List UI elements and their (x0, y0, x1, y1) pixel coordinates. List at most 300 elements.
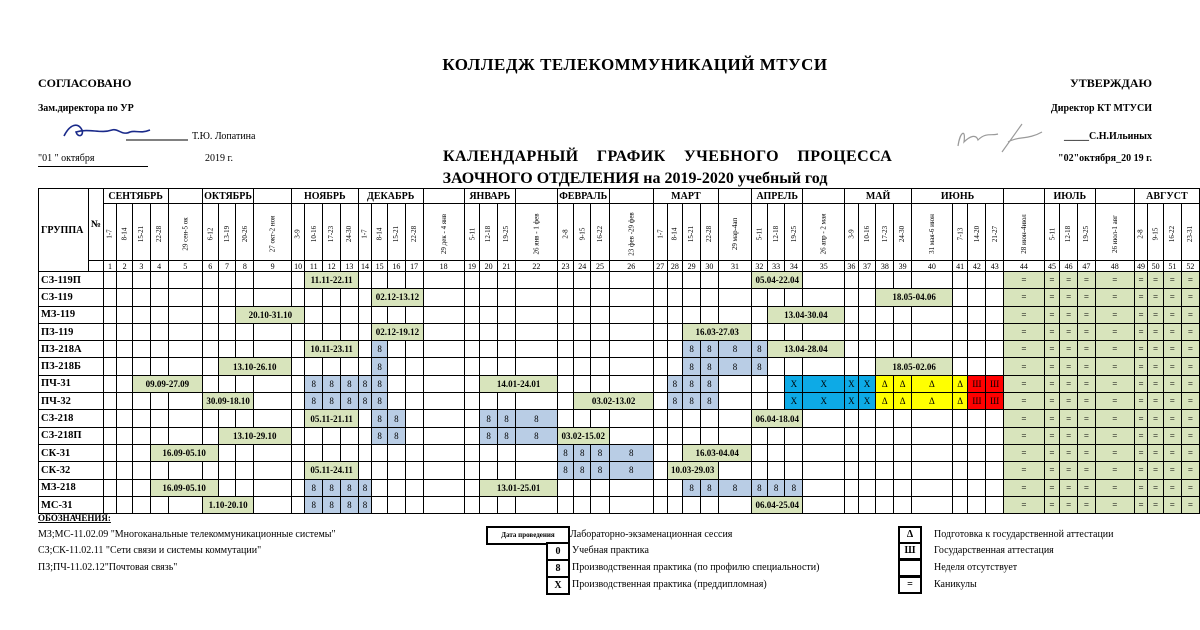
empty-cell (103, 496, 117, 513)
empty-cell (912, 427, 953, 444)
empty-cell (609, 323, 653, 340)
group-name: ПЗ-218Б (39, 358, 104, 375)
empty-cell (372, 444, 388, 461)
empty-cell (132, 427, 150, 444)
vacation-cell: = (1134, 306, 1148, 323)
session-cell: 14.01-24.01 (480, 375, 558, 392)
week-number: 21 (498, 261, 516, 272)
schedule-table (38, 188, 1200, 514)
week-date: 10-16 (863, 225, 872, 243)
week-number: 22 (515, 261, 557, 272)
empty-cell (952, 427, 968, 444)
vacation-cell: = (1095, 410, 1134, 427)
empty-cell (701, 272, 719, 289)
week-date: 9-15 (1151, 227, 1160, 241)
vacation-cell: = (1163, 323, 1181, 340)
week-date: 16-22 (595, 225, 604, 243)
empty-cell (236, 462, 254, 479)
legend-session-box: Дата проведения (486, 526, 570, 545)
vacation-cell: = (1060, 393, 1078, 410)
week-date: 5-11 (755, 227, 764, 241)
vacation-cell: = (1044, 341, 1060, 358)
week-date: 15-21 (687, 225, 696, 243)
empty-cell (767, 358, 785, 375)
group-row (39, 289, 1200, 306)
week-date: 29 мар-4ап (731, 217, 739, 251)
director-signature-icon (952, 118, 1072, 158)
empty-cell (557, 289, 573, 306)
schedule-cell: 8 (372, 393, 388, 410)
empty-cell (236, 289, 254, 306)
week-date: 15-21 (392, 225, 401, 243)
empty-cell (952, 289, 968, 306)
legend-study-label: Учебная практика (572, 545, 649, 556)
empty-cell (150, 306, 168, 323)
vacation-cell: = (1004, 358, 1045, 375)
vacation-cell: = (1060, 341, 1078, 358)
month-header (515, 189, 557, 204)
schedule-cell: Δ (952, 393, 968, 410)
empty-cell (387, 272, 405, 289)
vacation-cell: = (1044, 375, 1060, 392)
empty-cell (752, 462, 768, 479)
empty-cell (202, 306, 218, 323)
empty-cell (667, 496, 683, 513)
empty-cell (845, 272, 859, 289)
empty-cell (718, 289, 751, 306)
vacation-cell: = (1004, 496, 1045, 513)
week-date-cell (423, 204, 464, 261)
vacation-cell: = (1163, 496, 1181, 513)
empty-cell (718, 496, 751, 513)
week-date-cell (498, 204, 516, 261)
vacation-cell: = (1095, 427, 1134, 444)
empty-cell (254, 462, 292, 479)
empty-cell (405, 444, 423, 461)
schedule-cell: 8 (340, 393, 358, 410)
empty-cell (845, 479, 859, 496)
empty-cell (515, 496, 557, 513)
empty-cell (132, 496, 150, 513)
week-number: 7 (218, 261, 236, 272)
empty-cell (912, 462, 953, 479)
schedule-cell: 8 (358, 375, 372, 392)
empty-cell (574, 272, 591, 289)
empty-cell (464, 496, 480, 513)
vacation-cell: = (1134, 479, 1148, 496)
empty-cell (323, 358, 341, 375)
empty-cell (591, 479, 609, 496)
empty-cell (609, 341, 653, 358)
legend-specialty-3: ПЗ;ПЧ-11.02.12"Почтовая связь" (38, 562, 178, 573)
legend-predd-box: X (546, 576, 570, 595)
empty-cell (718, 410, 751, 427)
number-header-blank (88, 261, 103, 272)
vacation-cell: = (1078, 479, 1096, 496)
empty-cell (372, 496, 388, 513)
empty-cell (218, 479, 236, 496)
empty-cell (117, 427, 133, 444)
empty-cell (464, 410, 480, 427)
schedule-cell: 8 (305, 496, 323, 513)
week-date-cell (845, 204, 859, 261)
empty-cell (132, 479, 150, 496)
vacation-cell: = (1078, 462, 1096, 479)
empty-cell (803, 479, 845, 496)
week-date: 24-30 (345, 225, 354, 243)
legend-predd-label: Производственная практика (преддипломная) (572, 579, 767, 590)
empty-cell (952, 272, 968, 289)
empty-cell (218, 462, 236, 479)
vacation-cell: = (1181, 410, 1199, 427)
vacation-cell: = (1078, 427, 1096, 444)
group-row (39, 393, 1200, 410)
empty-cell (150, 496, 168, 513)
session-cell: 10.03-29.03 (667, 462, 718, 479)
empty-cell (464, 427, 480, 444)
week-date-cell (202, 204, 218, 261)
empty-cell (117, 341, 133, 358)
month-header: ДЕКАБРЬ (358, 189, 423, 204)
empty-cell (168, 289, 202, 306)
empty-cell (405, 272, 423, 289)
empty-cell (858, 496, 876, 513)
schedule-cell: X (858, 375, 876, 392)
month-header: АПРЕЛЬ (752, 189, 803, 204)
empty-cell (952, 462, 968, 479)
month-header (1004, 189, 1045, 204)
week-date: 19-25 (1082, 225, 1091, 243)
schedule-cell: 8 (372, 341, 388, 358)
week-number: 13 (340, 261, 358, 272)
week-date: 12-18 (772, 225, 781, 243)
schedule-cell: 8 (701, 479, 719, 496)
schedule-cell: X (858, 393, 876, 410)
empty-cell (968, 358, 986, 375)
empty-cell (654, 323, 668, 340)
empty-cell (952, 444, 968, 461)
empty-cell (912, 479, 953, 496)
director-position: Директор КТ МТУСИ (1050, 103, 1152, 114)
empty-cell (117, 444, 133, 461)
week-number: 37 (858, 261, 876, 272)
vacation-cell: = (1095, 341, 1134, 358)
week-date-cell (1148, 204, 1164, 261)
empty-cell (952, 496, 968, 513)
empty-cell (405, 462, 423, 479)
month-header: СЕНТЯБРЬ (103, 189, 168, 204)
week-number: 24 (574, 261, 591, 272)
vacation-cell: = (1095, 479, 1134, 496)
week-number: 44 (1004, 261, 1045, 272)
empty-cell (498, 358, 516, 375)
week-number: 6 (202, 261, 218, 272)
empty-cell (683, 306, 701, 323)
week-number: 43 (986, 261, 1004, 272)
empty-cell (323, 427, 341, 444)
empty-cell (358, 306, 372, 323)
empty-cell (117, 375, 133, 392)
empty-cell (557, 272, 573, 289)
vacation-cell: = (1095, 393, 1134, 410)
vacation-cell: = (1148, 410, 1164, 427)
empty-cell (767, 427, 785, 444)
week-number: 30 (701, 261, 719, 272)
vacation-cell: = (1163, 358, 1181, 375)
schedule-cell: 8 (701, 341, 719, 358)
empty-cell (103, 410, 117, 427)
week-number: 52 (1181, 261, 1199, 272)
empty-cell (701, 410, 719, 427)
schedule-cell: Δ (912, 375, 953, 392)
empty-cell (654, 496, 668, 513)
week-date-cell (1134, 204, 1148, 261)
empty-cell (968, 410, 986, 427)
empty-cell (103, 479, 117, 496)
schedule-cell: 8 (683, 393, 701, 410)
empty-cell (305, 427, 323, 444)
empty-cell (557, 341, 573, 358)
session-cell: 05.11-24.11 (305, 462, 358, 479)
empty-cell (557, 410, 573, 427)
week-date-cell (387, 204, 405, 261)
empty-cell (968, 462, 986, 479)
empty-cell (876, 272, 894, 289)
schedule-cell: 8 (785, 479, 803, 496)
vacation-cell: = (1181, 272, 1199, 289)
empty-cell (464, 444, 480, 461)
empty-cell (423, 410, 464, 427)
schedule-cell: 8 (323, 479, 341, 496)
week-date: 6-12 (206, 227, 215, 241)
empty-cell (767, 393, 785, 410)
schedule-cell: 8 (372, 410, 388, 427)
week-date: 17-23 (327, 225, 336, 243)
empty-cell (591, 323, 609, 340)
schedule-cell: 8 (767, 479, 785, 496)
empty-cell (117, 393, 133, 410)
empty-cell (718, 393, 751, 410)
week-numbers-row (39, 261, 1200, 272)
week-number: 17 (405, 261, 423, 272)
empty-cell (845, 427, 859, 444)
week-number: 31 (718, 261, 751, 272)
empty-cell (986, 427, 1004, 444)
month-header: ИЮНЬ (912, 189, 1004, 204)
week-date-cell (480, 204, 498, 261)
empty-cell (218, 289, 236, 306)
empty-cell (574, 358, 591, 375)
week-date: 22-28 (155, 225, 164, 243)
session-cell: 1.10-20.10 (202, 496, 254, 513)
week-date-cell (986, 204, 1004, 261)
vacation-cell: = (1163, 427, 1181, 444)
week-number: 2 (117, 261, 133, 272)
empty-cell (236, 272, 254, 289)
vacation-cell: = (1148, 393, 1164, 410)
empty-cell (701, 496, 719, 513)
empty-cell (952, 358, 968, 375)
empty-cell (387, 444, 405, 461)
empty-cell (609, 410, 653, 427)
group-row (39, 444, 1200, 461)
vacation-cell: = (1148, 272, 1164, 289)
empty-cell (667, 306, 683, 323)
vacation-cell: = (1181, 306, 1199, 323)
empty-cell (968, 323, 986, 340)
session-cell: 06.04-25.04 (752, 496, 803, 513)
vacation-cell: = (1134, 323, 1148, 340)
empty-cell (876, 462, 894, 479)
empty-cell (912, 323, 953, 340)
empty-cell (168, 410, 202, 427)
week-date: 8-14 (120, 227, 129, 241)
empty-cell (667, 444, 683, 461)
deputy-signature-icon (60, 118, 190, 146)
empty-cell (609, 358, 653, 375)
vacation-cell: = (1004, 427, 1045, 444)
empty-cell (718, 272, 751, 289)
schedule-cell: 8 (340, 479, 358, 496)
legend-session-label: Лабораторно-экзаменационная сессия (570, 529, 733, 540)
empty-cell (752, 375, 768, 392)
month-header (168, 189, 202, 204)
empty-cell (323, 444, 341, 461)
week-date: 19-25 (789, 225, 798, 243)
empty-cell (894, 427, 912, 444)
month-header: АВГУСТ (1134, 189, 1199, 204)
empty-cell (202, 341, 218, 358)
empty-cell (202, 410, 218, 427)
empty-cell (150, 358, 168, 375)
schedule-cell: 8 (701, 358, 719, 375)
empty-cell (968, 289, 986, 306)
schedule-cell: Δ (876, 393, 894, 410)
schedule-cell: X (803, 393, 845, 410)
vacation-cell: = (1148, 462, 1164, 479)
empty-cell (557, 393, 573, 410)
schedule-cell: Ш (986, 393, 1004, 410)
week-date: 28 июн-4июл (1019, 214, 1028, 254)
empty-cell (291, 323, 305, 340)
empty-cell (218, 341, 236, 358)
week-number: 4 (150, 261, 168, 272)
empty-cell (845, 410, 859, 427)
empty-cell (767, 375, 785, 392)
empty-cell (103, 306, 117, 323)
month-header (803, 189, 845, 204)
schedule-cell: 8 (387, 410, 405, 427)
empty-cell (912, 410, 953, 427)
empty-cell (132, 341, 150, 358)
empty-cell (103, 272, 117, 289)
vacation-cell: = (1060, 479, 1078, 496)
vacation-cell: = (1148, 358, 1164, 375)
empty-cell (358, 358, 372, 375)
empty-cell (236, 323, 254, 340)
group-row (39, 375, 1200, 392)
group-row (39, 306, 1200, 323)
vacation-cell: = (1163, 393, 1181, 410)
week-date: 26 апр - 2 мая (819, 213, 828, 255)
empty-cell (117, 496, 133, 513)
vacation-cell: = (1148, 323, 1164, 340)
empty-cell (291, 375, 305, 392)
empty-cell (236, 341, 254, 358)
empty-cell (132, 462, 150, 479)
vacation-cell: = (1060, 358, 1078, 375)
legend-study-box: 0 (546, 542, 570, 561)
empty-cell (912, 496, 953, 513)
schedule-cell: X (785, 393, 803, 410)
empty-cell (858, 444, 876, 461)
empty-cell (498, 444, 516, 461)
empty-cell (323, 289, 341, 306)
week-date: 26 июл-1 авг (1110, 215, 1119, 253)
empty-cell (803, 496, 845, 513)
empty-cell (464, 462, 480, 479)
vacation-cell: = (1095, 358, 1134, 375)
week-number: 47 (1078, 261, 1096, 272)
empty-cell (683, 289, 701, 306)
week-date-cell (464, 204, 480, 261)
week-date-cell (168, 204, 202, 261)
empty-cell (767, 444, 785, 461)
empty-cell (218, 272, 236, 289)
empty-cell (291, 393, 305, 410)
week-number: 26 (609, 261, 653, 272)
empty-cell (591, 289, 609, 306)
schedule-cell: X (845, 393, 859, 410)
session-cell: 05.11-21.11 (305, 410, 358, 427)
empty-cell (117, 462, 133, 479)
empty-cell (845, 462, 859, 479)
week-date-cell (132, 204, 150, 261)
week-date-cell (1078, 204, 1096, 261)
empty-cell (718, 427, 751, 444)
week-date: 1-7 (361, 229, 370, 239)
group-row (39, 410, 1200, 427)
empty-cell (654, 462, 668, 479)
legend-specialty-1: МЗ;МС-11.02.09 "Многоканальные телекоммуникационные системы" (38, 529, 336, 540)
empty-cell (574, 479, 591, 496)
vacation-cell: = (1095, 496, 1134, 513)
empty-cell (218, 306, 236, 323)
empty-cell (202, 462, 218, 479)
week-date: 8-14 (670, 227, 679, 241)
session-cell: 16.09-05.10 (150, 479, 218, 496)
empty-cell (405, 341, 423, 358)
empty-cell (654, 272, 668, 289)
vacation-cell: = (1181, 289, 1199, 306)
session-cell: 13.10-26.10 (218, 358, 291, 375)
empty-cell (912, 272, 953, 289)
vacation-cell: = (1163, 375, 1181, 392)
empty-cell (574, 323, 591, 340)
empty-cell (591, 272, 609, 289)
empty-cell (464, 341, 480, 358)
vacation-cell: = (1004, 462, 1045, 479)
week-date-cell (218, 204, 236, 261)
title-line-1: КАЛЕНДАРНЫЙ ГРАФИК УЧЕБНОГО ПРОЦЕССА (443, 148, 893, 165)
schedule-cell: 8 (358, 479, 372, 496)
week-date: 5-11 (1047, 227, 1056, 241)
empty-cell (464, 375, 480, 392)
empty-cell (117, 410, 133, 427)
empty-cell (358, 427, 372, 444)
empty-cell (876, 341, 894, 358)
week-date-cell (1004, 204, 1045, 261)
